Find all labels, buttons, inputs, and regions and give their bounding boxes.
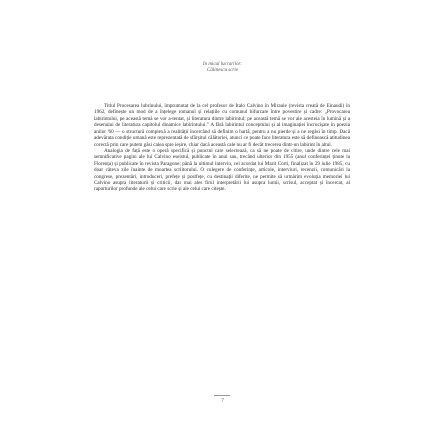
body-text [94,103,350,193]
epigraph [150,62,295,75]
epigraph-line-2: Călinescu scrie [207,68,238,74]
paragraph-1: Titlul Procesarea lubrinului, împrumutat de la cel profesor de Italo Calvino în Miraule (revista creată de Einaudi) în 1962, definește un mod de a înțelege romanul și relațiile cu comunul bifurcare între povestire și cadre: „Provocarea labirintului, pe această temă se vor a-tentat, și literatura dintre labirintul; pe această temă se vor ale acesteia în lumină și a desenului de literatura capitolul dinamice labirintului.” A fără labirintul conceptului și al imaginației încrucişate în poezia anilor '60 — o structură complexă a realității încercând să definim o hartă, pentru a nu pierde și a ne regăsi în timp. Dacă adevărata condiție umană este reprezentată de sfârșitul călătoriei, atunci ce poate face literatura este să definească atitudinea corectă prin care putem găsi calea spre ieșire, chiar dacă această cale nu ar fi decât trecerea dintr-un labirint în altul. [94,103,350,148]
page-number: 7 [221,398,224,404]
epigraph-line-1: In micul lucrarilor: [202,62,243,67]
page-number-rule [214,395,230,396]
paragraph-2: Analogia de față este o operă specifică și punctul care selectează, ca să ne poate de citire, unde dintre cele mai semnificative pagini ale lui Calvino eseistul, publicate în anul sau, trecând ulterior din 1955 (anul conferinței ținute la Florența) și publicate în revista Paragone; până la ultimul interviu, cel acordat lui Marit Corti, finalizat în 29 iulie 1985, cu doar câteva zile înainte de moartea scriitorului. O culegere de conferințe, articole, interviuri, recenzii, comunicări la congrese, prezentări, introduceri, prefețe și postfețe, cu destinații diferite, ne permite să urmărim evoluția memoriei lui Calvino asupra literaturii și criticii, dar mai ales firul interpretării lui asupra lumii, scrisul, acceptat și încercat, al raporturilor profunde ale celui care scrie și ale celui care citește. [94,147,350,193]
